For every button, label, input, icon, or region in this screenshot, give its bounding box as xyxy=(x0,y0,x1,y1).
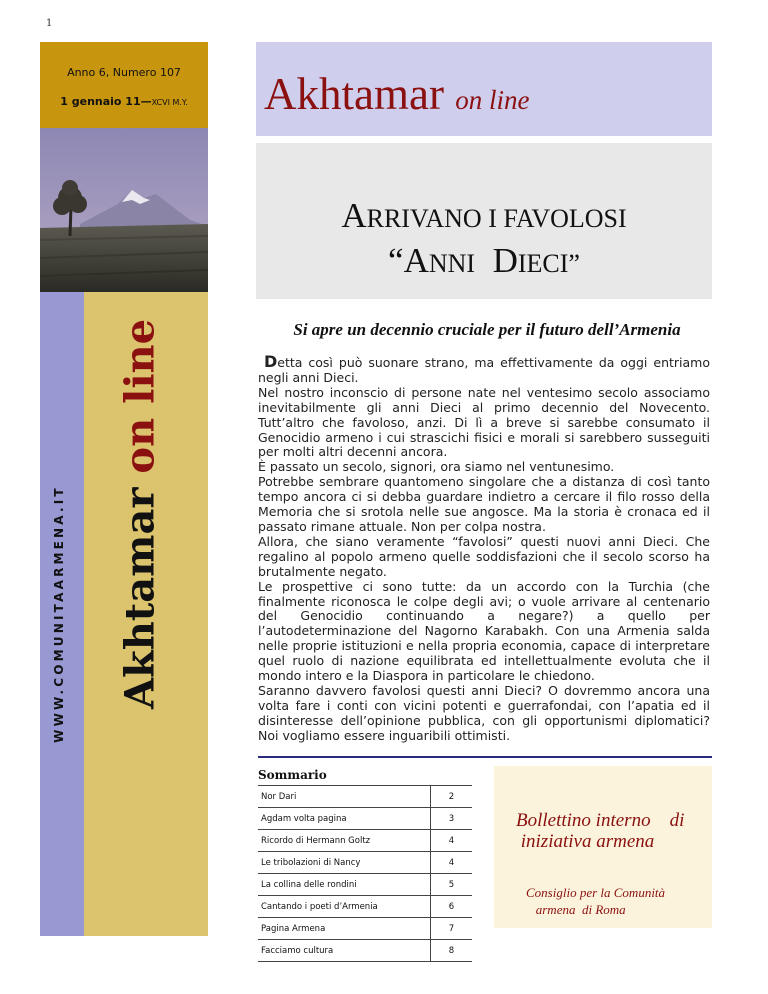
toc-page: 4 xyxy=(430,830,472,851)
bollettino-line3: Consiglio per la Comunità xyxy=(526,885,666,900)
issue-number: Anno 6, Numero 107 xyxy=(67,66,181,79)
masthead-title xyxy=(264,68,529,120)
toc-page: 8 xyxy=(430,940,472,961)
toc-label: Ricordo di Hermann Goltz xyxy=(261,836,371,846)
toc-row[interactable] xyxy=(258,808,472,830)
drop-cap: D xyxy=(263,352,278,371)
bollettino-line1: Bollettino interno di xyxy=(516,810,685,831)
toc-row[interactable] xyxy=(258,940,472,962)
toc-row[interactable] xyxy=(258,918,472,940)
headline-l2b: NNI xyxy=(428,249,476,278)
toc-row[interactable] xyxy=(258,896,472,918)
toc-row[interactable] xyxy=(258,830,472,852)
masthead-title-suffix: on line xyxy=(455,85,530,115)
bollettino-line4: armena di Roma xyxy=(535,902,626,917)
headline-l2c: D xyxy=(492,241,518,280)
toc-label: Le tribolazioni di Nancy xyxy=(261,858,361,868)
paragraph xyxy=(258,352,710,386)
article-body xyxy=(258,352,710,744)
headline-l2d: IECI” xyxy=(517,249,580,278)
toc-page: 5 xyxy=(430,874,472,895)
masthead xyxy=(256,42,712,136)
toc-page: 4 xyxy=(430,852,472,873)
toc-label: Pagina Armena xyxy=(261,924,326,934)
toc-page: 3 xyxy=(430,808,472,829)
paragraph: Saranno davvero favolosi questi anni Dieci? O dovremmo ancora una volta fare i conti con vicini potenti e guerrafondai, con l’apatia ed il disinteresse dell’opinione pubblica, con gli opportunismi diplomatici? Noi vogliamo essere inguaribili ottimisti. xyxy=(258,682,710,743)
paragraph: Le prospettive ci sono tutte: da un accordo con la Turchia (che finalmente riconosca le colpe degli avi; o vuole arrivare al centenario del Genocidio continuando a negare?) a quello per l’autodeterminazione del Nagorno Karabakh. Con una Armenia salda nelle proprie istituzioni e nella propria economia, capace di interpretare quel ruolo di nazione equilibrata ed intellettualmente evoluta che il mondo intero e la Diaspora in particolare le chiedono. xyxy=(258,578,710,684)
bollettino-line2: iniziativa armena xyxy=(520,831,655,852)
vertical-title-suffix: on line xyxy=(116,318,164,474)
headline-l1b: RRIVANO I FAVOLOSI xyxy=(366,204,627,233)
paragraph: Allora, che siano veramente “favolosi” questi nuovi anni Dieci. Che regalino al popolo armeno quelle soddisfazioni che il secolo scorso ha brutalmente negato. xyxy=(258,533,710,579)
sommario-title: Sommario xyxy=(258,768,327,782)
paragraph: Potrebbe sembrare quantomeno singolare che a distanza di così tanto tempo ancora ci si debba guardare indietro a cercare il filo rosso della Memoria che si srotola nelle sue angosce. Ma la storia è cronaca ed il passato rimane attuale. Non per colpa nostra. xyxy=(258,474,710,534)
paragraph: Nel nostro inconscio di persone nate nel ventesimo secolo associamo inevitabilmente gli anni Dieci al primo decennio del Novecento. Tutt’altro che favoloso, anzi. Di lì a breve si sarebbe consumato il Genocidio armeno i cui strascichi fisici e morali si sarebbero susseguiti per molti altri decenni ancora. xyxy=(258,384,710,460)
masthead-title-main: Akhtamar xyxy=(264,69,444,119)
website-url[interactable]: WWW.COMUNITAARMENA.IT xyxy=(52,485,66,743)
toc-label: La collina delle rondini xyxy=(261,880,357,890)
vertical-title-main: Akhtamar xyxy=(116,487,164,710)
headline xyxy=(256,195,712,285)
article-subtitle: Si apre un decennio cruciale per il futuro dell’Armenia xyxy=(293,320,681,339)
toc-label: Cantando i poeti d’Armenia xyxy=(261,902,378,912)
toc-page: 6 xyxy=(430,896,472,917)
cover-photo xyxy=(40,128,208,292)
paragraph: È passato un secolo, signori, ora siamo nel ventunesimo. xyxy=(258,459,615,475)
issue-box xyxy=(40,42,208,128)
bollettino-publisher xyxy=(526,884,665,918)
table-of-contents xyxy=(258,785,472,962)
headline-l1a: A xyxy=(341,196,367,235)
issue-date-text: 1 gennaio 11— xyxy=(60,95,152,108)
toc-row[interactable] xyxy=(258,874,472,896)
headline-box xyxy=(256,143,712,299)
paragraph-text: etta così può suonare strano, ma effettivamente da oggi entriamo negli anni Dieci. xyxy=(258,355,710,385)
toc-page: 2 xyxy=(430,786,472,807)
headline-l2a: “A xyxy=(388,241,429,280)
section-divider xyxy=(258,756,712,758)
issue-date xyxy=(40,95,208,108)
toc-page: 7 xyxy=(430,918,472,939)
toc-label: Nor Dari xyxy=(261,792,297,802)
page-number: 1 xyxy=(46,18,53,29)
toc-label: Facciamo cultura xyxy=(261,946,334,956)
toc-row[interactable] xyxy=(258,852,472,874)
issue-era: XCVI M.Y. xyxy=(151,98,188,107)
vertical-title xyxy=(117,319,164,709)
bollettino-box xyxy=(494,766,712,928)
bollettino-title xyxy=(516,810,684,852)
toc-row[interactable] xyxy=(258,786,472,808)
toc-label: Agdam volta pagina xyxy=(261,814,347,824)
mount-ararat-photo xyxy=(40,128,208,292)
